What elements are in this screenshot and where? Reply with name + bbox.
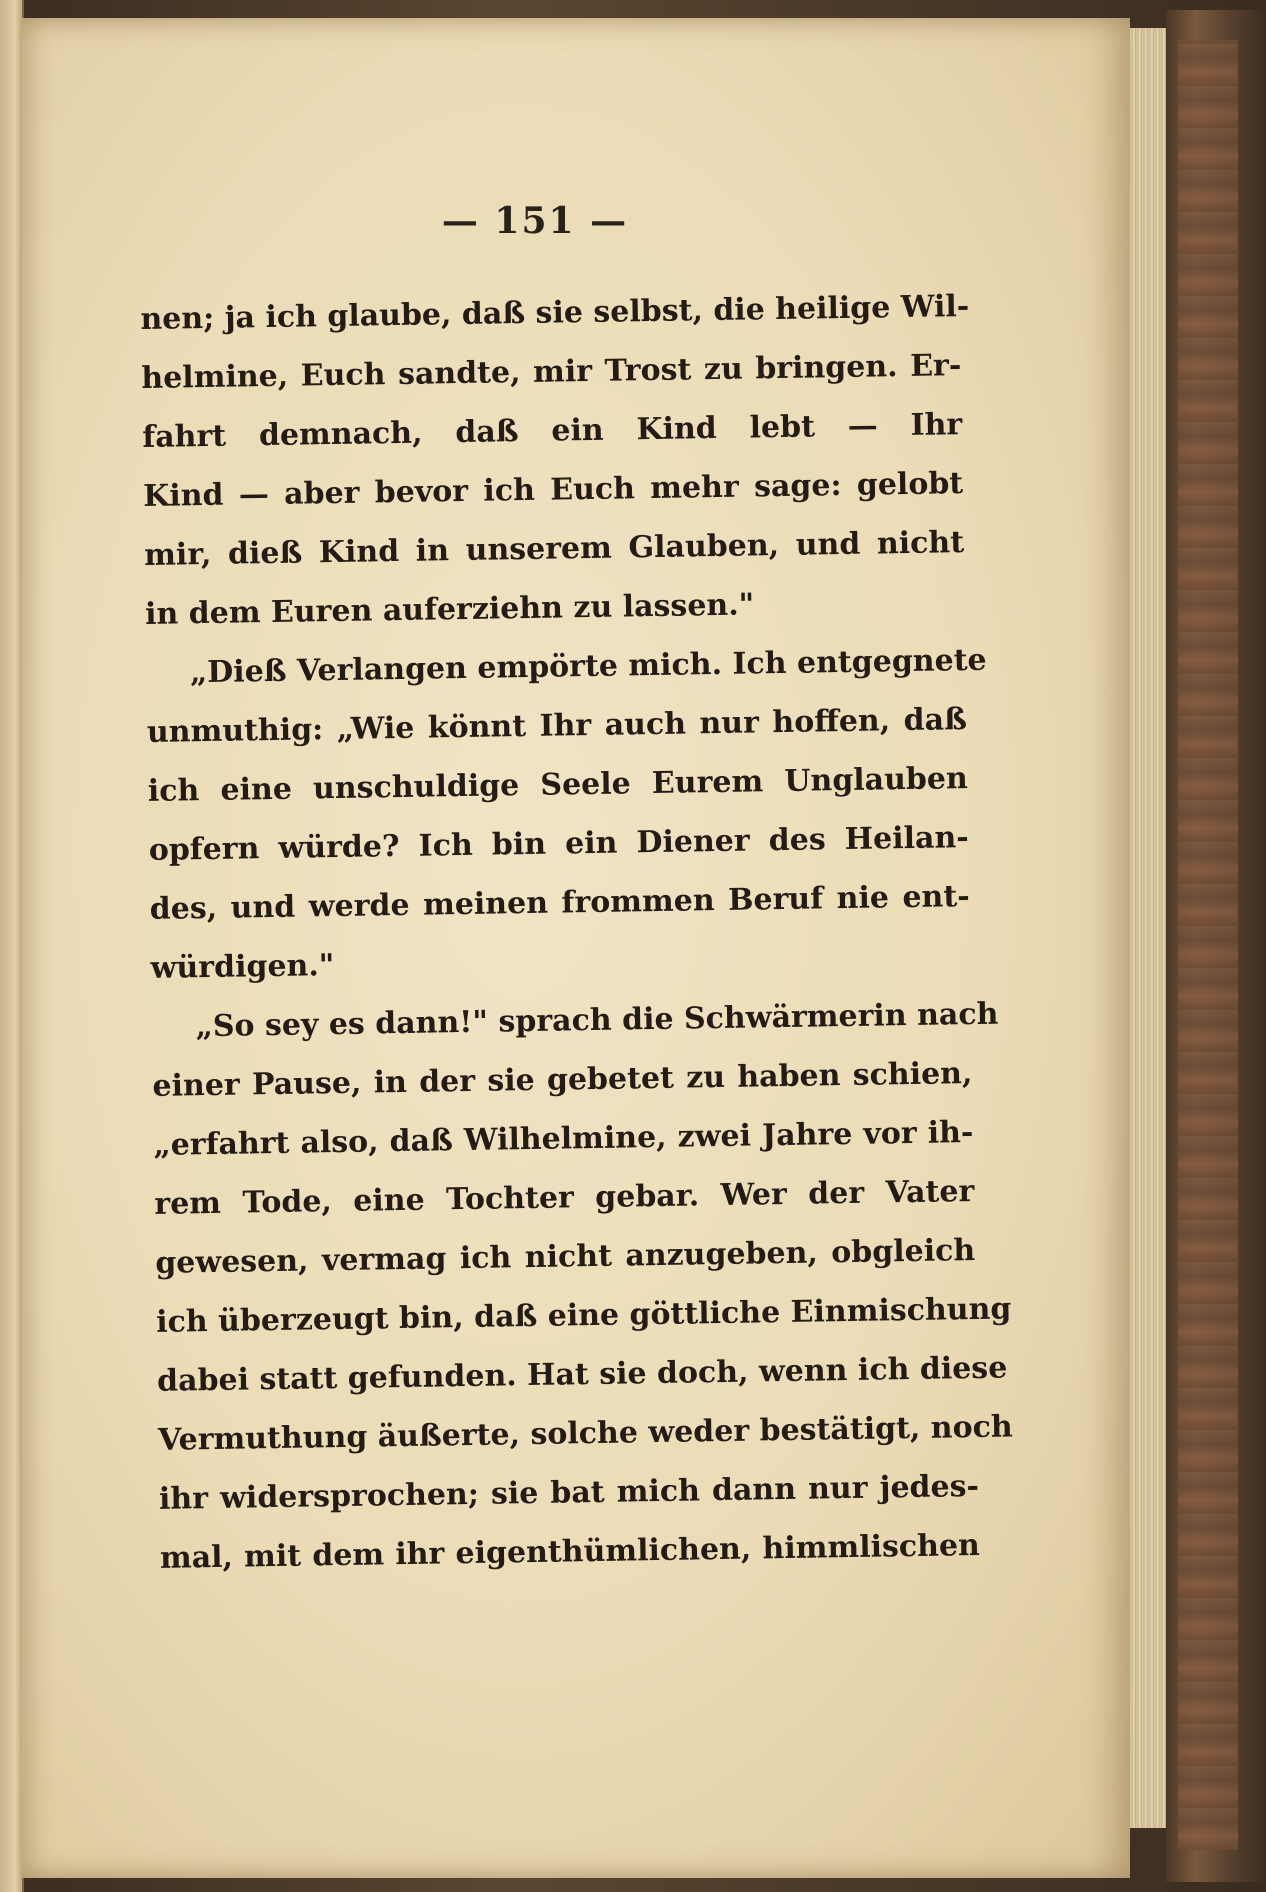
text-line: mir, dieß Kind in unserem Glauben, und nicht — [143, 525, 965, 573]
text-line: opfern würde? Ich bin ein Diener des Heilan- — [148, 820, 969, 868]
text-line: Kind — aber bevor ich Euch mehr sage: gelobt — [142, 466, 964, 514]
body-text — [140, 277, 1013, 1588]
facing-page-edge — [0, 0, 24, 1892]
page-block-edges — [1130, 28, 1168, 1828]
text-line: ich eine unschuldige Seele Eurem Unglauben — [147, 761, 969, 809]
text-line: „Dieß Verlangen empörte mich. Ich entgegnete — [189, 642, 987, 691]
text-line: einer Pause, in der sie gebetet zu haben schien, — [152, 1056, 973, 1104]
text-line: helmine, Euch sandte, mir Trost zu bringen. Er- — [141, 348, 962, 396]
text-line: gewesen, vermag ich nicht anzugeben, obgleich — [155, 1233, 976, 1281]
leather-binding — [1178, 40, 1238, 1850]
text-line: nen; ja ich glaube, daß sie selbst, die heilige Wil- — [140, 288, 970, 337]
text-line: des, und werde meinen frommen Beruf nie ent- — [149, 879, 970, 927]
text-line: ich überzeugt bin, daß eine göttliche Einmischung — [155, 1291, 1012, 1340]
text-line: mal, mit dem ihr eigenthümlichen, himmlischen — [159, 1527, 981, 1576]
text-line: „erfahrt also, daß Wilhelmine, zwei Jahre vor ih- — [153, 1115, 974, 1163]
page-number-header: — 151 — — [441, 200, 629, 242]
text-line: ihr widersprochen; sie bat mich dann nur jedes- — [158, 1468, 980, 1517]
text-line: Vermuthung äußerte, solche weder bestätigt, noch — [157, 1409, 1013, 1458]
text-line: fahrt demnach, daß ein Kind lebt — Ihr — [142, 407, 963, 455]
text-line: rem Tode, eine Tochter gebar. Wer der Vater — [154, 1174, 975, 1222]
text-line: unmuthig: „Wie könnt Ihr auch nur hoffen, daß — [146, 702, 968, 750]
text-line: würdigen." — [150, 948, 335, 986]
text-line: in dem Euren auferziehn zu lassen." — [144, 587, 755, 632]
text-line: „So sey es dann!" sprach die Schwärmerin nach — [195, 996, 999, 1045]
text-line: dabei statt gefunden. Hat sie doch, wenn ich diese — [156, 1350, 1008, 1399]
